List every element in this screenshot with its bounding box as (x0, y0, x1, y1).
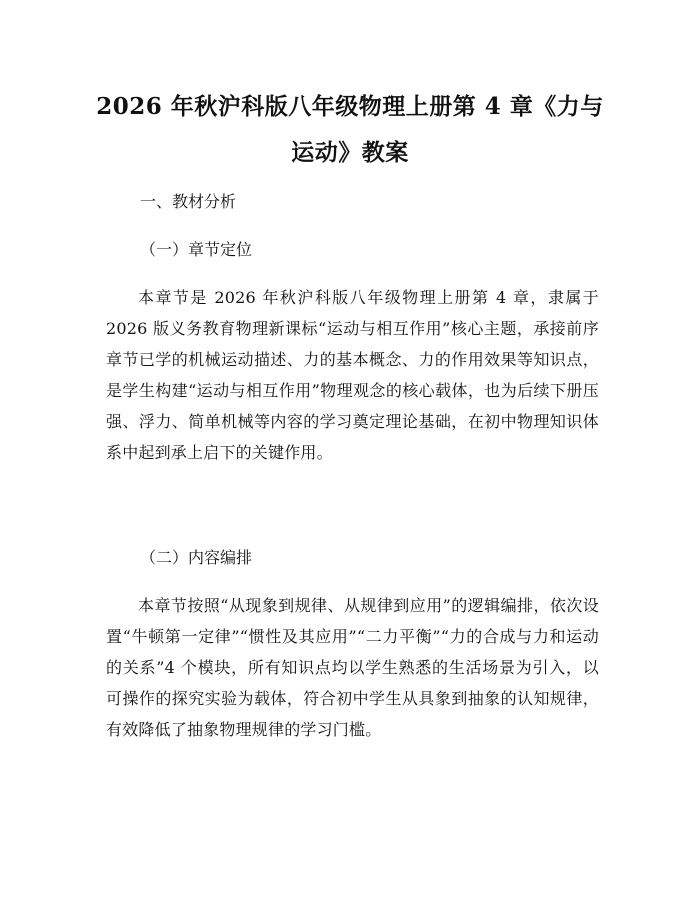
paragraph-content-arrangement: 本章节按照“从现象到规律、从规律到应用”的逻辑编排，依次设置“牛顿第一定律”“惯性及其应用”“二力平衡”“力的合成与力和运动的关系”4 个模块，所有知识点均以学生熟悉的生活场景为引入，以可操作的探究实验为载体，符合初中学生从具象到抽象的认知规律，有效降低了抽象物理规律的学习门槛。 (106, 596, 599, 739)
document-title: 2026 年秋沪科版八年级物理上册第 4 章《力与运动》教案 (96, 93, 604, 166)
paragraph-chapter-position: 本章节是 2026 年秋沪科版八年级物理上册第 4 章，隶属于 2026 版义务教育物理新课标“运动与相互作用”核心主题，承接前序章节已学的机械运动描述、力的基本概念、力的作用效果等知识点，是学生构建“运动与相互作用”物理观念的核心载体，也为后续下册压强、浮力、简单机械等内容的学习奠定理论基础，在初中物理知识体系中起到承上启下的关键作用。 (106, 288, 599, 462)
subsection-heading-chapter-position: （一）章节定位 (140, 240, 253, 259)
section-heading-textbook-analysis: 一、教材分析 (140, 192, 237, 211)
subsection-heading-content-arrangement: （二）内容编排 (140, 548, 253, 567)
